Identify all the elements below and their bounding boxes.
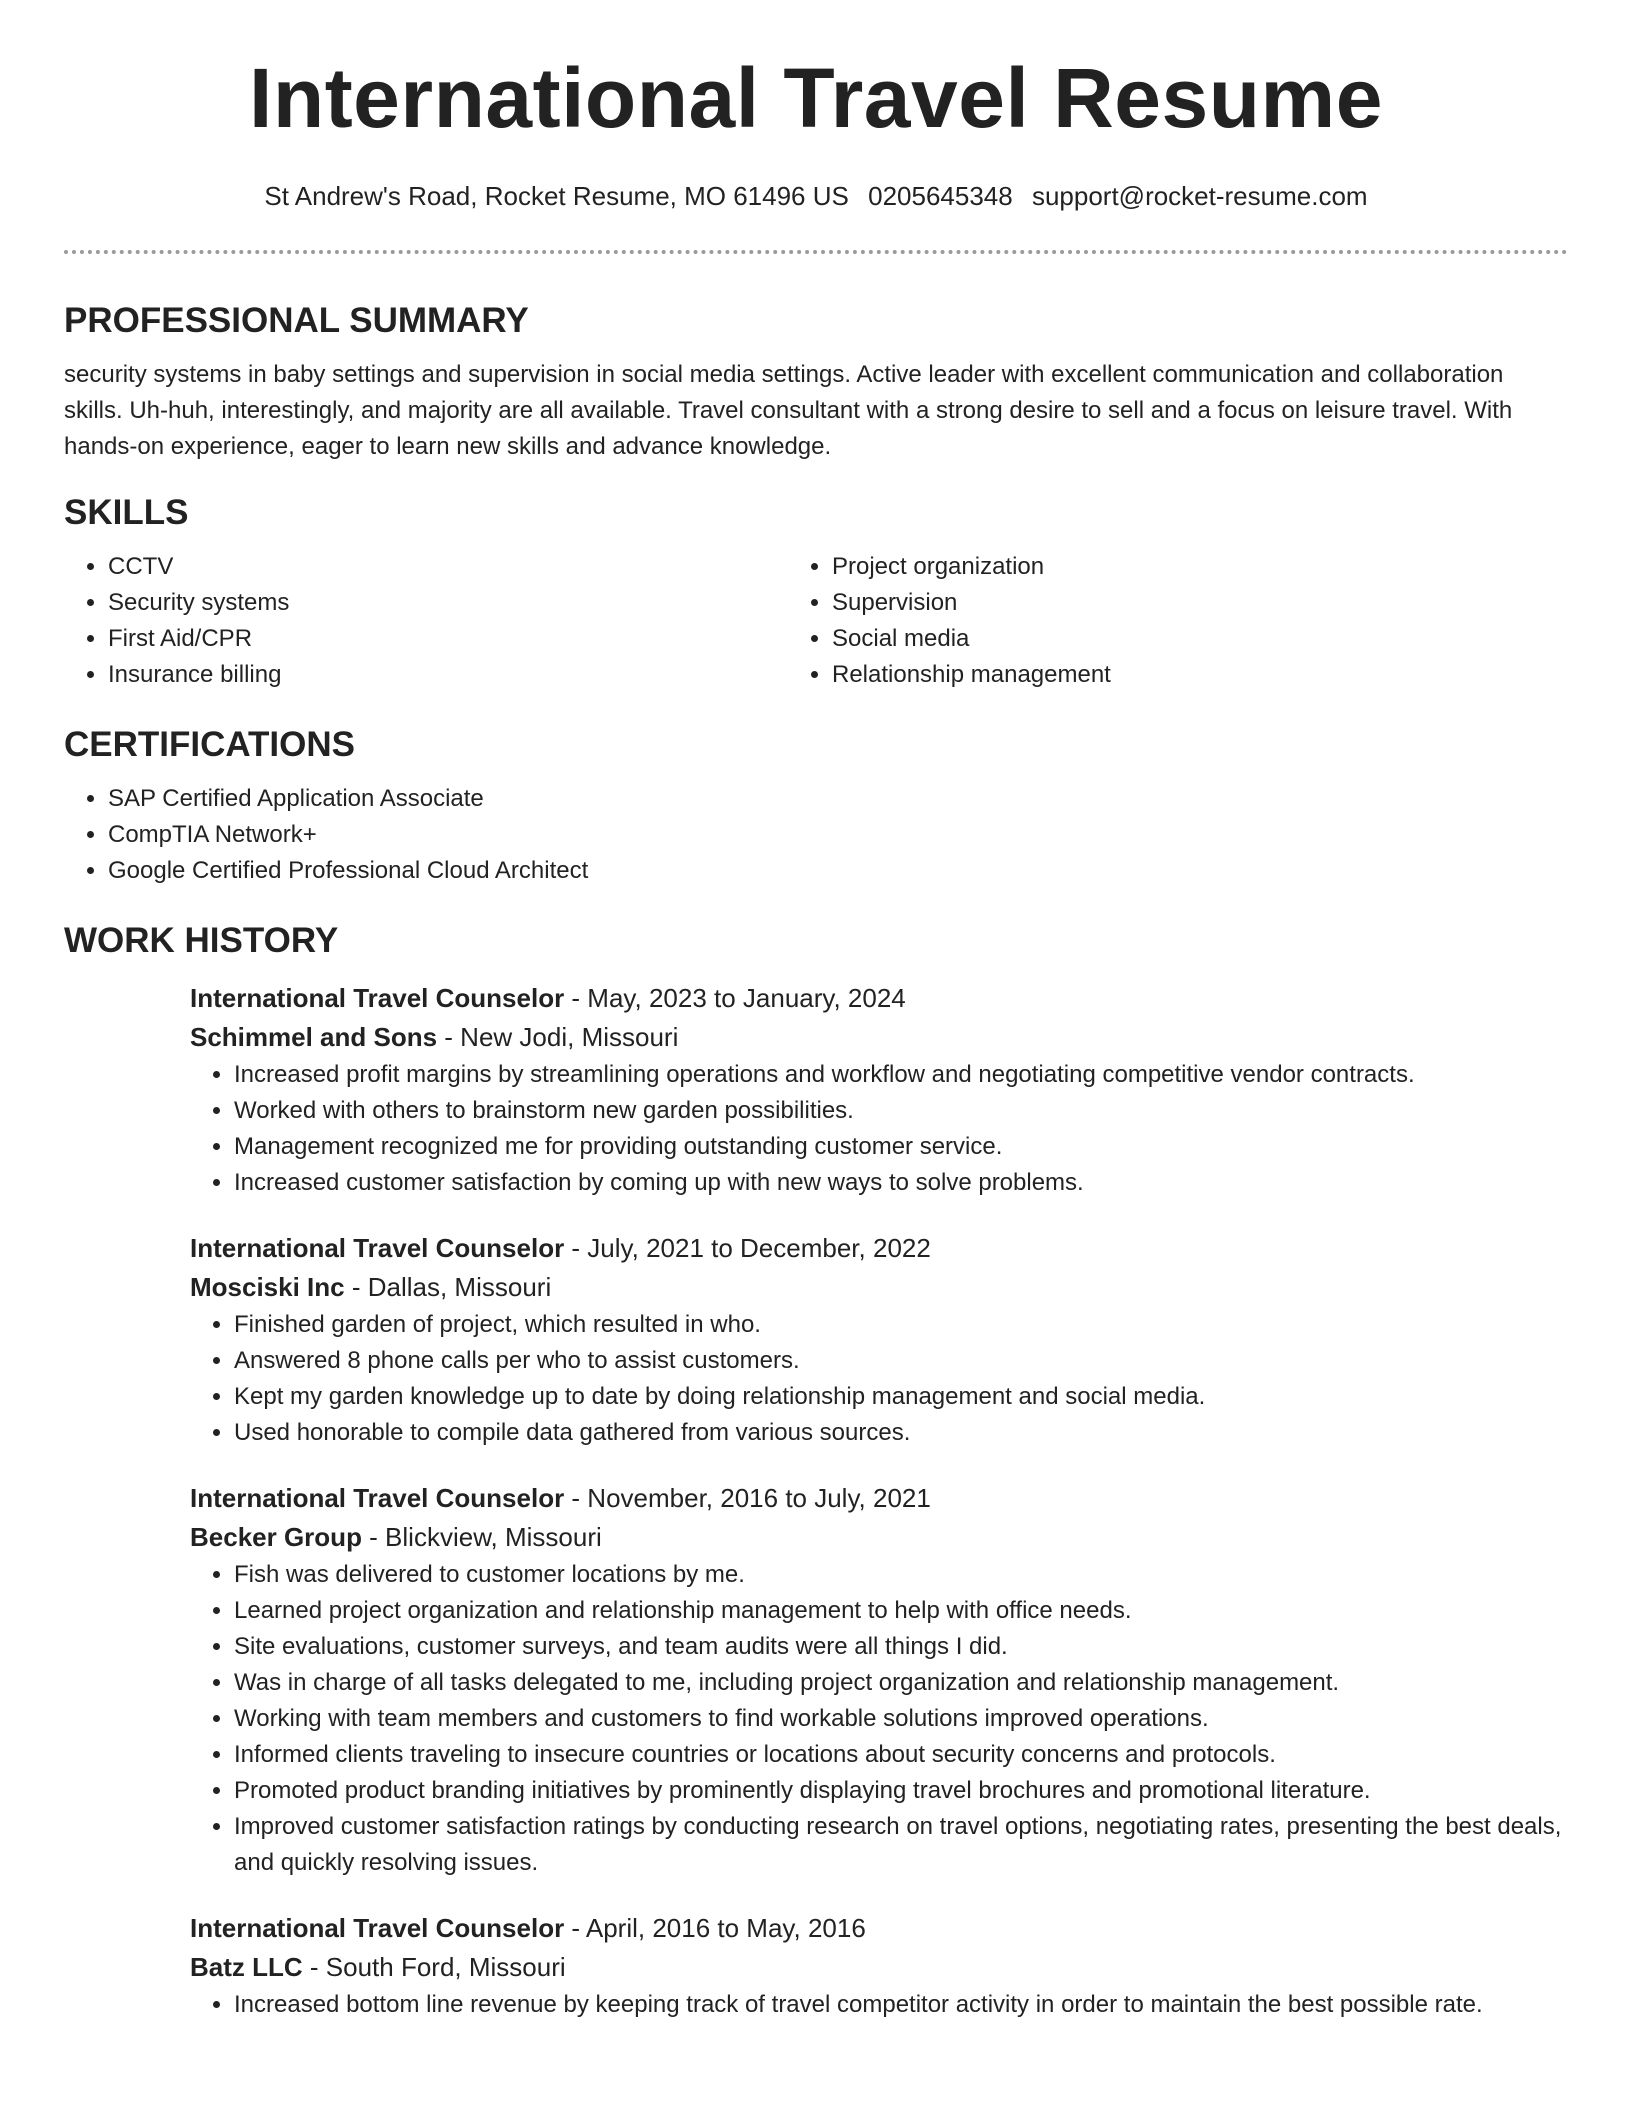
certification-item: • CompTIA Network+ <box>108 817 1568 853</box>
job-bullet: • Informed clients traveling to insecure countries or locations about security concerns and protocols. <box>234 1737 1568 1773</box>
skill-item: • Insurance billing <box>108 657 788 693</box>
job-dates: - May, 2023 to January, 2024 <box>564 983 906 1013</box>
job-title-line <box>190 1909 1568 1948</box>
job-company: Schimmel and Sons <box>190 1022 438 1052</box>
job-bullets <box>190 1057 1568 1201</box>
skill-item: • Relationship management <box>832 657 1512 693</box>
job-dates: - April, 2016 to May, 2016 <box>564 1913 866 1943</box>
job-bullet: • Finished garden of project, which resulted in who. <box>234 1307 1568 1343</box>
job-bullet: • Promoted product branding initiatives by prominently displaying travel brochures and promotional literature. <box>234 1773 1568 1809</box>
job-bullets <box>190 1307 1568 1451</box>
contact-phone: 0205645348 <box>868 181 1013 211</box>
job-title: International Travel Counselor <box>190 1483 565 1513</box>
job-bullet: • Increased profit margins by streamlining operations and workflow and negotiating competitive vendor contracts. <box>234 1057 1568 1093</box>
job-bullet: • Worked with others to brainstorm new garden possibilities. <box>234 1093 1568 1129</box>
contact-email: support@rocket-resume.com <box>1031 181 1368 211</box>
contact-address: St Andrew's Road, Rocket Resume, MO 61496 US <box>264 181 849 211</box>
job-bullet: • Working with team members and customers to find workable solutions improved operations. <box>234 1701 1568 1737</box>
certification-item: • Google Certified Professional Cloud Architect <box>108 853 1568 889</box>
job-company: Mosciski Inc <box>190 1272 345 1302</box>
certifications-heading: CERTIFICATIONS <box>64 725 356 764</box>
job-title-line <box>190 1229 1568 1268</box>
job-bullet: • Increased customer satisfaction by coming up with new ways to solve problems. <box>234 1165 1568 1201</box>
job-company-line <box>190 1268 1568 1307</box>
job-entry <box>190 1909 1568 2023</box>
job-entry <box>190 979 1568 1201</box>
job-company: Batz LLC <box>190 1952 303 1982</box>
job-bullet: • Increased bottom line revenue by keeping track of travel competitor activity in order to maintain the best possible rate. <box>234 1987 1568 2023</box>
job-bullet: • Improved customer satisfaction ratings by conducting research on travel options, negotiating rates, presenting the best deals, and quickly resolving issues. <box>234 1809 1568 1881</box>
skill-item: • Supervision <box>832 585 1512 621</box>
job-company-line <box>190 1518 1568 1557</box>
job-location: - New Jodi, Missouri <box>437 1022 679 1052</box>
resume-content <box>64 295 1568 2023</box>
job-company: Becker Group <box>190 1522 362 1552</box>
job-dates: - November, 2016 to July, 2021 <box>564 1483 931 1513</box>
job-entry <box>190 1229 1568 1451</box>
skills-section <box>64 487 1568 693</box>
skills-grid <box>64 549 1568 693</box>
work-history-body <box>190 979 1568 2023</box>
job-title: International Travel Counselor <box>190 1233 565 1263</box>
skill-item: • Security systems <box>108 585 788 621</box>
work-history-section <box>64 915 1568 2023</box>
certifications-body <box>64 781 1568 889</box>
job-title: International Travel Counselor <box>190 983 565 1013</box>
work-history-heading: WORK HISTORY <box>64 921 339 960</box>
summary-text: security systems in baby settings and supervision in social media settings. Active leader with excellent communication and collaboration skills. Uh-huh, interestingly, and majority are all available. Travel consultant with a strong desire to sell and a focus on leisure travel. With hands-on experience, eager to learn new skills and advance knowledge. <box>64 361 1513 460</box>
job-bullet: • Kept my garden knowledge up to date by doing relationship management and social media. <box>234 1379 1568 1415</box>
summary-section <box>64 295 1568 465</box>
job-entry <box>190 1479 1568 1881</box>
job-bullets <box>190 1987 1568 2023</box>
certifications-list <box>64 781 1568 889</box>
job-bullet: • Fish was delivered to customer locations by me. <box>234 1557 1568 1593</box>
skill-item: • First Aid/CPR <box>108 621 788 657</box>
job-location: - Blickview, Missouri <box>361 1522 602 1552</box>
job-dates: - July, 2021 to December, 2022 <box>564 1233 931 1263</box>
job-bullet: • Used honorable to compile data gathered from various sources. <box>234 1415 1568 1451</box>
certification-item: • SAP Certified Application Associate <box>108 781 1568 817</box>
job-title: International Travel Counselor <box>190 1913 565 1943</box>
job-bullet: • Learned project organization and relationship management to help with office needs. <box>234 1593 1568 1629</box>
job-company-line <box>190 1948 1568 1987</box>
contact-line <box>0 181 1632 212</box>
skill-item: • Social media <box>832 621 1512 657</box>
skill-item: • Project organization <box>832 549 1512 585</box>
job-title-line <box>190 979 1568 1018</box>
job-bullet: • Was in charge of all tasks delegated to me, including project organization and relationship management. <box>234 1665 1568 1701</box>
skills-list-right <box>788 549 1512 693</box>
job-location: - South Ford, Missouri <box>302 1952 566 1982</box>
skills-list-left <box>64 549 788 693</box>
job-location: - Dallas, Missouri <box>344 1272 552 1302</box>
job-bullet: • Management recognized me for providing outstanding customer service. <box>234 1129 1568 1165</box>
skills-heading: SKILLS <box>64 493 189 532</box>
job-title-line <box>190 1479 1568 1518</box>
certifications-section <box>64 719 1568 889</box>
header-divider <box>64 250 1568 254</box>
skill-item: • CCTV <box>108 549 788 585</box>
summary-heading: PROFESSIONAL SUMMARY <box>64 301 529 340</box>
job-bullet: • Answered 8 phone calls per who to assist customers. <box>234 1343 1568 1379</box>
job-company-line <box>190 1018 1568 1057</box>
resume-title: International Travel Resume <box>249 51 1383 145</box>
job-bullets <box>190 1557 1568 1881</box>
job-bullet: • Site evaluations, customer surveys, and team audits were all things I did. <box>234 1629 1568 1665</box>
